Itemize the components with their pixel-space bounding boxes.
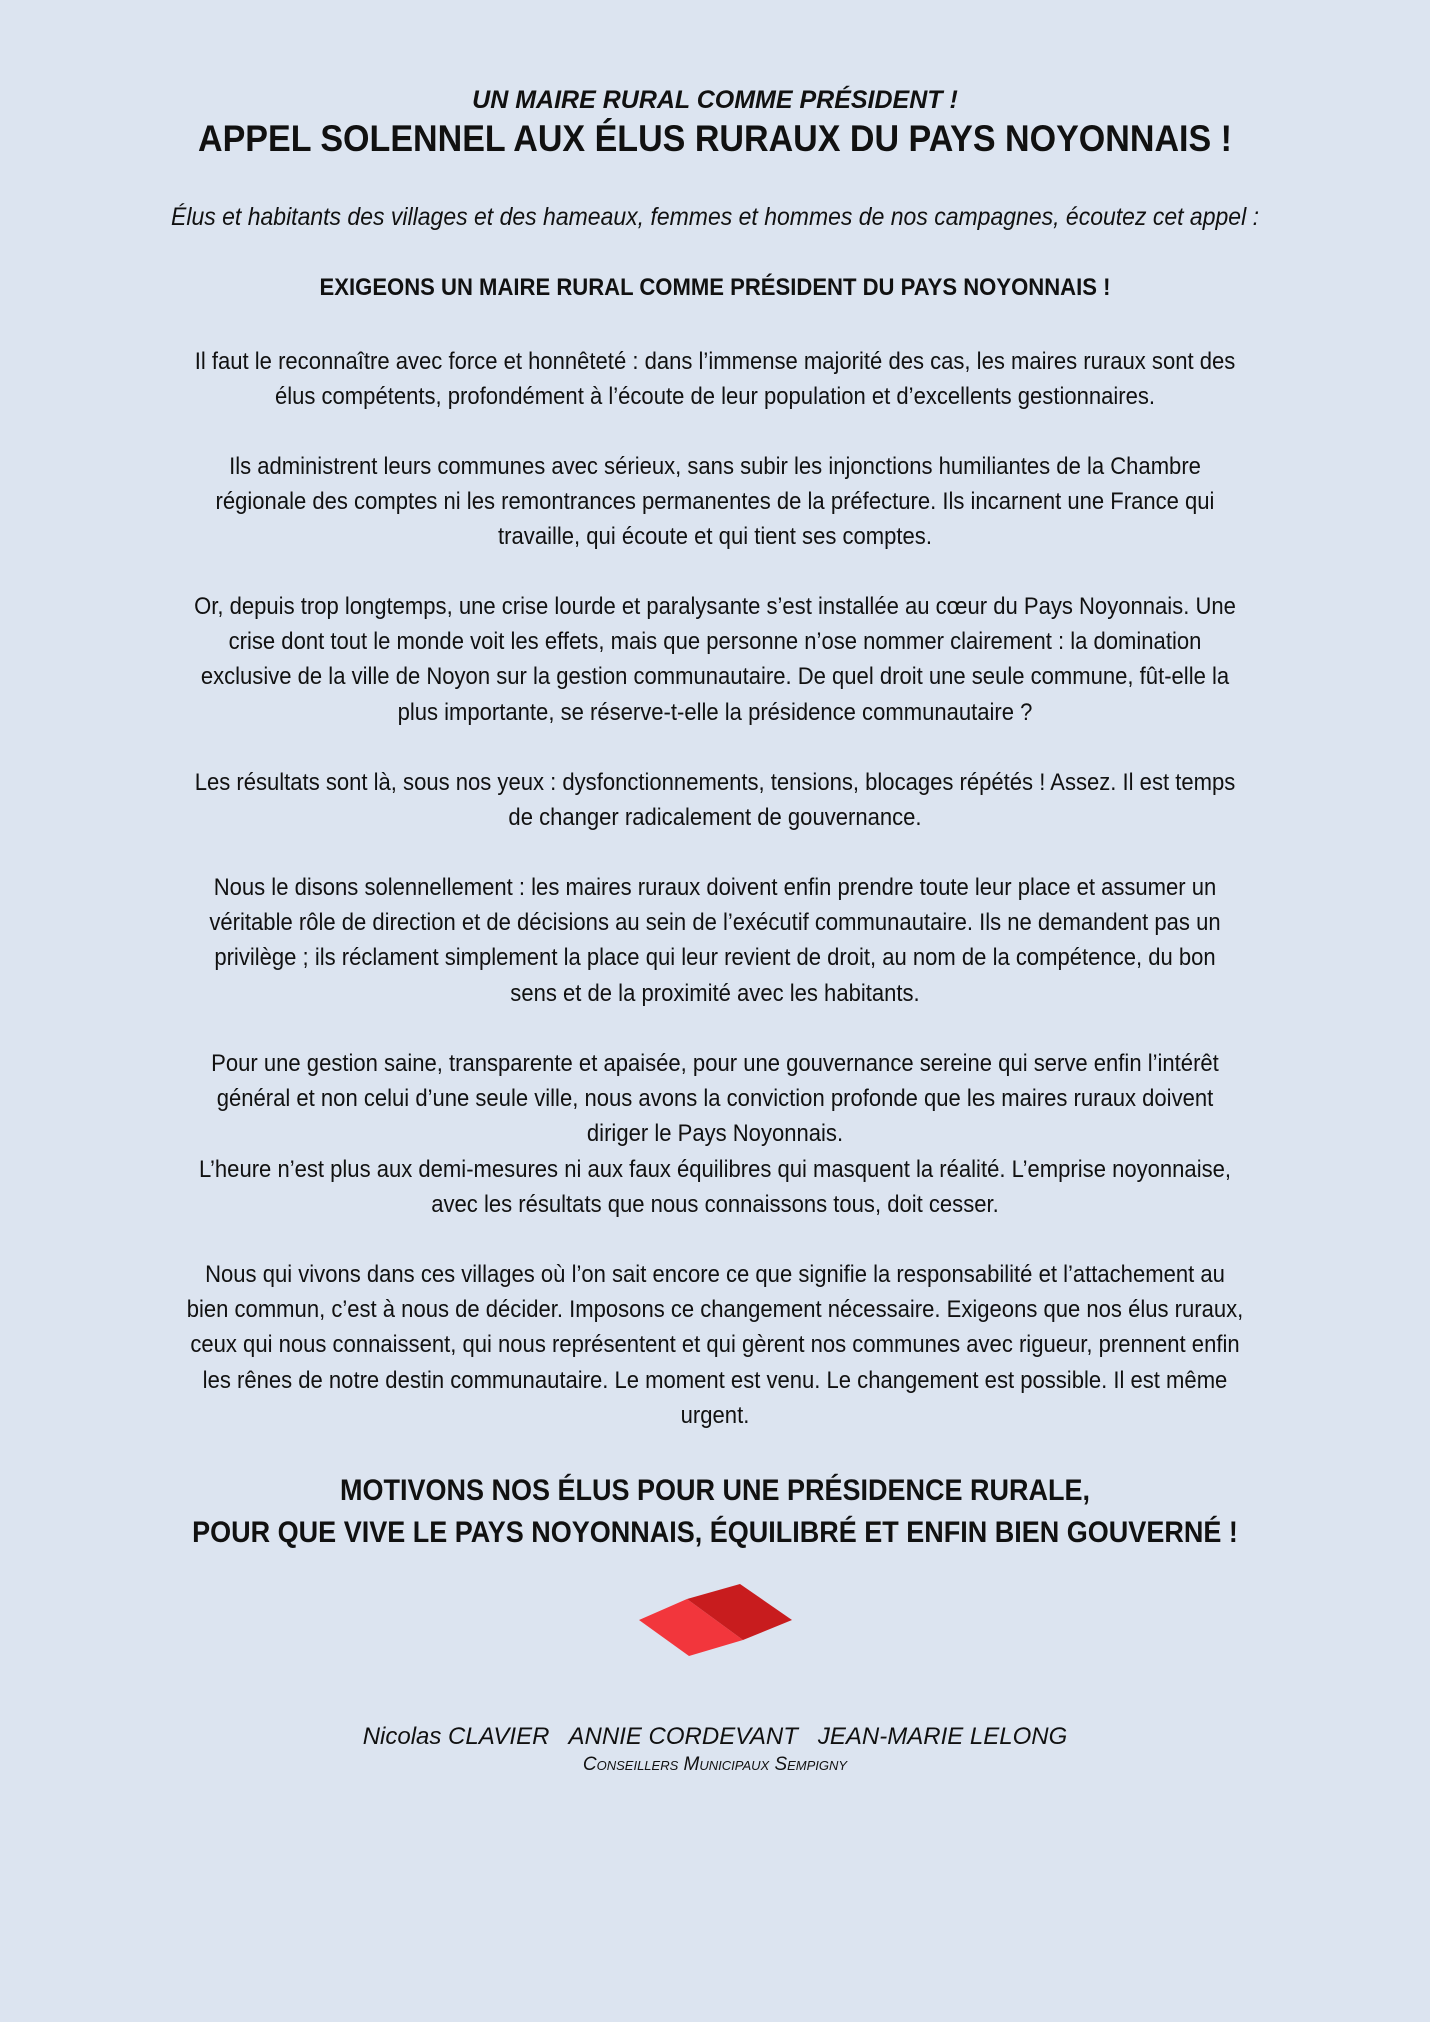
signatory-names: Nicolas CLAVIER ANNIE CORDEVANT JEAN-MARIE LELONG xyxy=(362,1723,1068,1750)
text-line: plus importante, se réserve-t-elle la présidence communautaire ? xyxy=(397,698,1033,726)
intro-line: Élus et habitants des villages et des hameaux, femmes et hommes de nos campagnes, écoutez cet appel : xyxy=(170,203,1259,231)
text-line: général et non celui d’une seule ville, nous avons la conviction profonde que les maires ruraux doivent xyxy=(216,1085,1214,1113)
text-line: travaille, qui écoute et qui tient ses comptes. xyxy=(498,523,932,551)
slogan-line: MOTIVONS NOS ÉLUS POUR UNE PRÉSIDENCE RURALE, xyxy=(339,1474,1091,1507)
text-line: Pour une gestion saine, transparente et apaisée, pour une gouvernance sereine qui serve enfin l’intérêt xyxy=(211,1050,1219,1077)
text-line: de changer radicalement de gouvernance. xyxy=(508,804,922,832)
text-line: Or, depuis trop longtemps, une crise lourde et paralysante s’est installée au cœur du Pays Noyonnais. Une xyxy=(194,593,1236,620)
text-line: ceux qui nous connaissent, qui nous représentent et qui gèrent nos communes avec rigueur, prennent enfin xyxy=(190,1331,1240,1359)
text-line: bien commun, c’est à nous de décider. Imposons ce changement nécessaire. Exigeons que nos élus ruraux, xyxy=(186,1296,1244,1324)
text-line: véritable rôle de direction et de décisions au sein de l’exécutif communautaire. Ils ne demandent pas un xyxy=(209,909,1221,937)
signatory-role: Conseillers Municipaux Sempigny xyxy=(582,1754,848,1775)
kicker-heading: UN MAIRE RURAL COMME PRÉSIDENT ! xyxy=(472,86,958,114)
text-line: diriger le Pays Noyonnais. xyxy=(586,1120,844,1148)
text-line: urgent. xyxy=(680,1401,750,1429)
subheading: EXIGEONS UN MAIRE RURAL COMME PRÉSIDENT DU PAYS NOYONNAIS ! xyxy=(319,274,1111,301)
page-title: APPEL SOLENNEL AUX ÉLUS RURAUX DU PAYS NOYONNAIS ! xyxy=(198,118,1232,159)
text-line: Ils administrent leurs communes avec sérieux, sans subir les injonctions humiliantes de la Chambre xyxy=(229,453,1201,480)
text-line: L’heure n’est plus aux demi-mesures ni aux faux équilibres qui masquent la réalité. L’emprise noyonnaise, xyxy=(198,1155,1232,1183)
text-line: élus compétents, profondément à l’écoute de leur population et d’excellents gestionnaires. xyxy=(274,383,1156,411)
text-line: Nous qui vivons dans ces villages où l’on sait encore ce que signifie la responsabilité et l’attachement au xyxy=(205,1261,1225,1288)
text-line: régionale des comptes ni les remontrances permanentes de la préfecture. Ils incarnent une France qui xyxy=(215,488,1215,516)
slogan-line: POUR QUE VIVE LE PAYS NOYONNAIS, ÉQUILIBRÉ ET ENFIN BIEN GOUVERNÉ ! xyxy=(192,1516,1238,1549)
text-line: avec les résultats que nous connaissons tous, doit cesser. xyxy=(431,1190,999,1218)
text-line: crise dont tout le monde voit les effets, mais que personne n’ose nommer clairement : la domination xyxy=(228,628,1202,656)
text-line: sens et de la proximité avec les habitants. xyxy=(510,979,920,1007)
text-line: Les résultats sont là, sous nos yeux : dysfonctionnements, tensions, blocages répétés ! Assez. Il est temps xyxy=(194,769,1236,796)
text-line: les rênes de notre destin communautaire. Le moment est venu. Le changement est possible. Il est même xyxy=(202,1366,1228,1394)
text-line: Nous le disons solennellement : les maires ruraux doivent enfin prendre toute leur place et assumer un xyxy=(213,874,1217,901)
text-line: Il faut le reconnaître avec force et honnêteté : dans l’immense majorité des cas, les maires ruraux sont des xyxy=(194,348,1236,375)
text-line: exclusive de la ville de Noyon sur la gestion communautaire. De quel droit une seule commune, fût-elle la xyxy=(200,663,1230,691)
text-line: privilège ; ils réclament simplement la place qui leur revient de droit, au nom de la compétence, du bon xyxy=(214,944,1216,972)
